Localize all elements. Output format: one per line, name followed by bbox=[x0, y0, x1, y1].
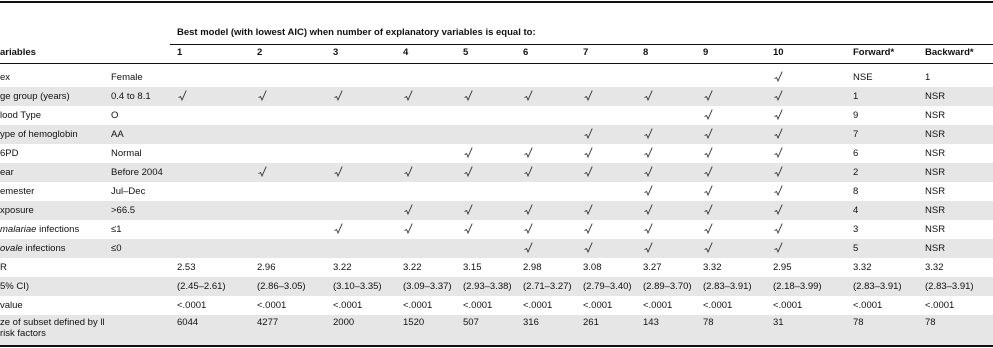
check-mark-icon bbox=[584, 242, 593, 254]
check-mark-icon bbox=[584, 166, 593, 178]
reference-level: Female bbox=[111, 72, 143, 83]
check-mark-icon bbox=[464, 204, 473, 216]
subset-size-row-value: 1520 bbox=[403, 317, 425, 328]
check-mark-icon bbox=[404, 223, 413, 235]
check-mark-icon bbox=[524, 90, 533, 102]
check-mark-icon bbox=[524, 242, 533, 254]
table-row bbox=[0, 220, 993, 239]
backward-rank: NSR bbox=[925, 91, 946, 102]
spanner-heading: Best model (with lowest AIC) when number of explanatory variables is equal to: bbox=[177, 27, 536, 38]
confidence-interval-row-value: (2.86–3.05) bbox=[257, 281, 306, 292]
p-value-row-value: <.0001 bbox=[333, 300, 363, 311]
p-value-row-label: value bbox=[0, 300, 23, 311]
check-mark-icon bbox=[774, 166, 783, 178]
backward-rank: NSR bbox=[925, 224, 946, 235]
backward-rank: NSR bbox=[925, 186, 946, 197]
check-mark-icon bbox=[704, 242, 713, 254]
odds-ratio-row-value: 3.22 bbox=[333, 262, 352, 273]
backward-rank: NSR bbox=[925, 243, 946, 254]
check-mark-icon bbox=[774, 185, 783, 197]
confidence-interval-row-value: (2.83–3.91) bbox=[925, 281, 974, 292]
check-mark-icon bbox=[644, 128, 653, 140]
subset-size-row-label: ze of subset defined by ll risk factors bbox=[0, 317, 105, 339]
check-mark-icon bbox=[404, 204, 413, 216]
reference-level: ≤0 bbox=[111, 243, 122, 254]
column-header-model-3: 3 bbox=[333, 47, 339, 58]
check-mark-icon bbox=[258, 90, 267, 102]
p-value-row-value: <.0001 bbox=[583, 300, 613, 311]
table-row bbox=[0, 87, 993, 106]
confidence-interval-row-value: (2.89–3.70) bbox=[643, 281, 692, 292]
column-header-model-7: 7 bbox=[583, 47, 589, 58]
subset-size-row-value: 4277 bbox=[257, 317, 279, 328]
subset-size-row-value: 316 bbox=[523, 317, 539, 328]
confidence-interval-row-value: (2.18–3.99) bbox=[773, 281, 822, 292]
confidence-interval-row-value: (2.71–3.27) bbox=[523, 281, 572, 292]
p-value-row bbox=[0, 296, 993, 315]
variable-name: ear bbox=[0, 167, 14, 178]
table-bottom-rule bbox=[0, 345, 993, 347]
variable-name-italic: ovale bbox=[0, 243, 23, 254]
check-mark-icon bbox=[334, 223, 343, 235]
check-mark-icon bbox=[704, 166, 713, 178]
column-header-model-1: 1 bbox=[177, 47, 183, 58]
reference-level: ≤1 bbox=[111, 224, 122, 235]
column-header-variables: ariables bbox=[0, 47, 36, 58]
column-header-model-6: 6 bbox=[523, 47, 529, 58]
reference-level: Jul–Dec bbox=[111, 186, 146, 197]
backward-rank: NSR bbox=[925, 205, 946, 216]
confidence-interval-row-value: (2.83–3.91) bbox=[703, 281, 752, 292]
variable-name-italic: malariae bbox=[0, 224, 37, 235]
table-row bbox=[0, 68, 993, 87]
check-mark-icon bbox=[774, 71, 783, 83]
odds-ratio-row-value: 3.22 bbox=[403, 262, 422, 273]
odds-ratio-row-value: 2.53 bbox=[177, 262, 196, 273]
check-mark-icon bbox=[644, 223, 653, 235]
check-mark-icon bbox=[644, 185, 653, 197]
odds-ratio-row-value: 3.15 bbox=[463, 262, 482, 273]
check-mark-icon bbox=[584, 128, 593, 140]
variable-name bbox=[0, 239, 66, 258]
subset-size-row-value: 78 bbox=[925, 317, 936, 328]
check-mark-icon bbox=[524, 204, 533, 216]
check-mark-icon bbox=[774, 147, 783, 159]
check-mark-icon bbox=[774, 109, 783, 121]
check-mark-icon bbox=[704, 90, 713, 102]
check-mark-icon bbox=[464, 90, 473, 102]
variable-name-suffix: infections bbox=[22, 243, 66, 254]
subset-size-row-value: 2000 bbox=[333, 317, 355, 328]
subset-size-row-value: 507 bbox=[463, 317, 479, 328]
variable-name: ex bbox=[0, 72, 11, 83]
variable-name: xposure bbox=[0, 205, 34, 216]
forward-rank: 5 bbox=[853, 243, 859, 254]
table-row bbox=[0, 106, 993, 125]
forward-rank: NSE bbox=[853, 72, 873, 83]
confidence-interval-row bbox=[0, 277, 993, 296]
check-mark-icon bbox=[644, 147, 653, 159]
reference-level: 0.4 to 8.1 bbox=[111, 91, 151, 102]
odds-ratio-row-value: 3.32 bbox=[703, 262, 722, 273]
confidence-interval-row-value: (2.83–3.91) bbox=[853, 281, 902, 292]
forward-rank: 7 bbox=[853, 129, 859, 140]
subset-size-row-value: 78 bbox=[853, 317, 864, 328]
check-mark-icon bbox=[704, 147, 713, 159]
column-header-backward: Backward* bbox=[925, 47, 974, 58]
column-header-model-9: 9 bbox=[703, 47, 709, 58]
table-row bbox=[0, 144, 993, 163]
check-mark-icon bbox=[774, 242, 783, 254]
variable-name: ype of hemoglobin bbox=[0, 129, 78, 140]
forward-rank: 9 bbox=[853, 110, 859, 121]
check-mark-icon bbox=[704, 185, 713, 197]
odds-ratio-row-value: 3.27 bbox=[643, 262, 662, 273]
forward-rank: 8 bbox=[853, 186, 859, 197]
reference-level: O bbox=[111, 110, 119, 121]
variable-name: 6PD bbox=[0, 148, 19, 159]
confidence-interval-row-value: (3.10–3.35) bbox=[333, 281, 382, 292]
variable-name-suffix: infections bbox=[36, 224, 80, 235]
forward-rank: 4 bbox=[853, 205, 859, 216]
odds-ratio-row-label: R bbox=[0, 262, 7, 273]
forward-rank: 2 bbox=[853, 167, 859, 178]
p-value-row-value: <.0001 bbox=[463, 300, 493, 311]
p-value-row-value: <.0001 bbox=[925, 300, 955, 311]
odds-ratio-row-value: 2.98 bbox=[523, 262, 542, 273]
column-header-model-4: 4 bbox=[403, 47, 409, 58]
reference-level: Normal bbox=[111, 148, 142, 159]
variable-name: emester bbox=[0, 186, 35, 197]
check-mark-icon bbox=[404, 90, 413, 102]
check-mark-icon bbox=[464, 166, 473, 178]
odds-ratio-row-value: 3.32 bbox=[925, 262, 944, 273]
check-mark-icon bbox=[774, 204, 783, 216]
table-row bbox=[0, 182, 993, 201]
odds-ratio-row-value: 2.96 bbox=[257, 262, 276, 273]
p-value-row-value: <.0001 bbox=[853, 300, 883, 311]
confidence-interval-row-label: 5% CI) bbox=[0, 281, 30, 292]
check-mark-icon bbox=[258, 166, 267, 178]
reference-level: AA bbox=[111, 129, 124, 140]
forward-rank: 3 bbox=[853, 224, 859, 235]
check-mark-icon bbox=[644, 166, 653, 178]
backward-rank: 1 bbox=[925, 72, 931, 83]
p-value-row-value: <.0001 bbox=[523, 300, 553, 311]
check-mark-icon bbox=[584, 204, 593, 216]
check-mark-icon bbox=[584, 90, 593, 102]
variable-name: ge group (years) bbox=[0, 91, 70, 102]
check-mark-icon bbox=[774, 90, 783, 102]
check-mark-icon bbox=[334, 166, 343, 178]
p-value-row-value: <.0001 bbox=[403, 300, 433, 311]
table-row bbox=[0, 201, 993, 220]
p-value-row-value: <.0001 bbox=[643, 300, 673, 311]
header-rule bbox=[0, 63, 993, 64]
subset-size-row-value: 31 bbox=[773, 317, 784, 328]
check-mark-icon bbox=[704, 223, 713, 235]
check-mark-icon bbox=[334, 90, 343, 102]
p-value-row-value: <.0001 bbox=[773, 300, 803, 311]
confidence-interval-row-value: (2.79–3.40) bbox=[583, 281, 632, 292]
confidence-interval-row-value: (2.93–3.38) bbox=[463, 281, 512, 292]
p-value-row-value: <.0001 bbox=[703, 300, 733, 311]
p-value-row-value: <.0001 bbox=[177, 300, 207, 311]
table-row bbox=[0, 125, 993, 144]
column-header-model-2: 2 bbox=[257, 47, 263, 58]
variable-name: lood Type bbox=[0, 110, 42, 121]
odds-ratio-row-value: 3.08 bbox=[583, 262, 602, 273]
check-mark-icon bbox=[178, 90, 187, 102]
check-mark-icon bbox=[584, 147, 593, 159]
odds-ratio-row-value: 3.32 bbox=[853, 262, 872, 273]
subset-size-row-value: 261 bbox=[583, 317, 599, 328]
forward-rank: 6 bbox=[853, 148, 859, 159]
odds-ratio-row-value: 2.95 bbox=[773, 262, 792, 273]
forward-rank: 1 bbox=[853, 91, 859, 102]
backward-rank: NSR bbox=[925, 167, 946, 178]
confidence-interval-row-value: (3.09–3.37) bbox=[403, 281, 452, 292]
check-mark-icon bbox=[584, 223, 593, 235]
check-mark-icon bbox=[704, 128, 713, 140]
odds-ratio-row bbox=[0, 258, 993, 277]
column-header-model-10: 10 bbox=[773, 47, 784, 58]
reference-level: >66.5 bbox=[111, 205, 136, 216]
subset-size-row-value: 143 bbox=[643, 317, 659, 328]
check-mark-icon bbox=[524, 166, 533, 178]
check-mark-icon bbox=[404, 166, 413, 178]
check-mark-icon bbox=[644, 90, 653, 102]
spanner-rule bbox=[170, 44, 993, 45]
confidence-interval-row-value: (2.45–2.61) bbox=[177, 281, 226, 292]
check-mark-icon bbox=[524, 223, 533, 235]
check-mark-icon bbox=[704, 109, 713, 121]
subset-size-row bbox=[0, 315, 993, 345]
backward-rank: NSR bbox=[925, 148, 946, 159]
column-header-forward: Forward* bbox=[853, 47, 895, 58]
check-mark-icon bbox=[464, 147, 473, 159]
subset-size-row-value: 6044 bbox=[177, 317, 199, 328]
variable-name bbox=[0, 220, 79, 239]
table-top-rule bbox=[0, 1, 993, 3]
backward-rank: NSR bbox=[925, 129, 946, 140]
reference-level: Before 2004 bbox=[111, 167, 163, 178]
table-row bbox=[0, 239, 993, 258]
check-mark-icon bbox=[644, 242, 653, 254]
column-header-model-8: 8 bbox=[643, 47, 649, 58]
p-value-row-value: <.0001 bbox=[257, 300, 287, 311]
table-row bbox=[0, 163, 993, 182]
backward-rank: NSR bbox=[925, 110, 946, 121]
check-mark-icon bbox=[644, 204, 653, 216]
subset-size-row-value: 78 bbox=[703, 317, 714, 328]
check-mark-icon bbox=[704, 204, 713, 216]
check-mark-icon bbox=[774, 128, 783, 140]
check-mark-icon bbox=[524, 147, 533, 159]
check-mark-icon bbox=[774, 223, 783, 235]
column-header-model-5: 5 bbox=[463, 47, 469, 58]
check-mark-icon bbox=[464, 223, 473, 235]
